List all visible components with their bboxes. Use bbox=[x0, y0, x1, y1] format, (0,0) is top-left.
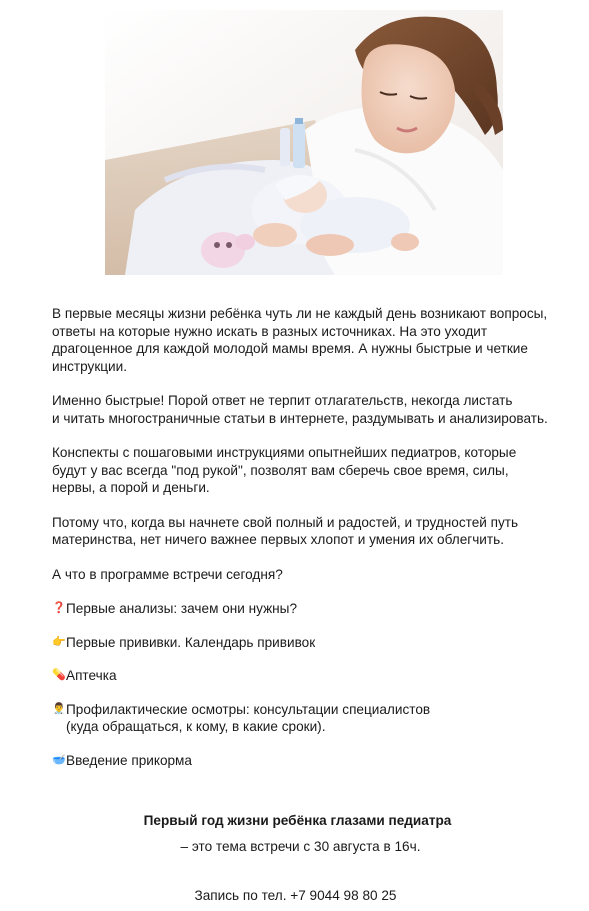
food-bowl-icon: 🥣 bbox=[52, 753, 66, 766]
pointing-hand-icon: 👉 bbox=[52, 635, 66, 648]
event-date: – это тема встречи с 30 августа в 16ч. bbox=[180, 839, 421, 854]
program-item-label: Первые прививки. Календарь прививок bbox=[66, 634, 316, 650]
program-heading: А что в программе встречи сегодня? bbox=[52, 566, 283, 582]
program-item-complementary-feeding bbox=[52, 752, 572, 770]
doctor-icon: 👨‍⚕️ bbox=[52, 702, 66, 715]
program-item-label: Профилактические осмотры: консультации специалистов (куда обращаться, к кому, в какие сроки). bbox=[66, 701, 431, 734]
program-item-first-aid-kit bbox=[52, 667, 572, 685]
motherhood-paragraph: Потому что, когда вы начнете свой полный и радостей, и трудностей путь материнства, нет ничего важнее первых хлопот и умения их облегчить. bbox=[52, 514, 519, 547]
pill-icon: 💊 bbox=[52, 669, 66, 681]
question-mark-icon: ❓ bbox=[52, 602, 66, 614]
program-item-vaccinations bbox=[52, 634, 572, 652]
hero-photo-mother-and-baby bbox=[105, 10, 503, 275]
speed-paragraph: Именно быстрые! Порой ответ не терпит отлагательств, некогда листать и читать многостраничные статьи в интернете, раздумывать и анализировать. bbox=[52, 393, 548, 426]
article-body bbox=[52, 305, 572, 785]
event-title: Первый год жизни ребёнка глазами педиатра bbox=[143, 813, 452, 828]
program-item-label: Первые анализы: зачем они нужны? bbox=[66, 601, 298, 616]
notes-paragraph: Конспекты с пошаговыми инструкциями опытнейших педиатров, которые будут у вас всегда "под рукой", позволят вам сберечь свое время, силы, нервы, а порой и деньги. bbox=[52, 445, 517, 495]
program-item-checkups bbox=[52, 701, 572, 736]
program-item-label: Аптечка bbox=[66, 668, 117, 683]
contact-phone: Запись по тел. +7 9044 98 80 25 bbox=[194, 888, 397, 903]
program-item-label: Введение прикорма bbox=[66, 752, 192, 768]
intro-paragraph: В первые месяцы жизни ребёнка чуть ли не каждый день возникают вопросы, ответы на которые нужно искать в разных источниках. На это уходит драгоценное для каждой молодой мамы время. А нужны быстрые и четкие инструкции. bbox=[52, 306, 548, 374]
program-item-first-tests bbox=[52, 600, 572, 618]
